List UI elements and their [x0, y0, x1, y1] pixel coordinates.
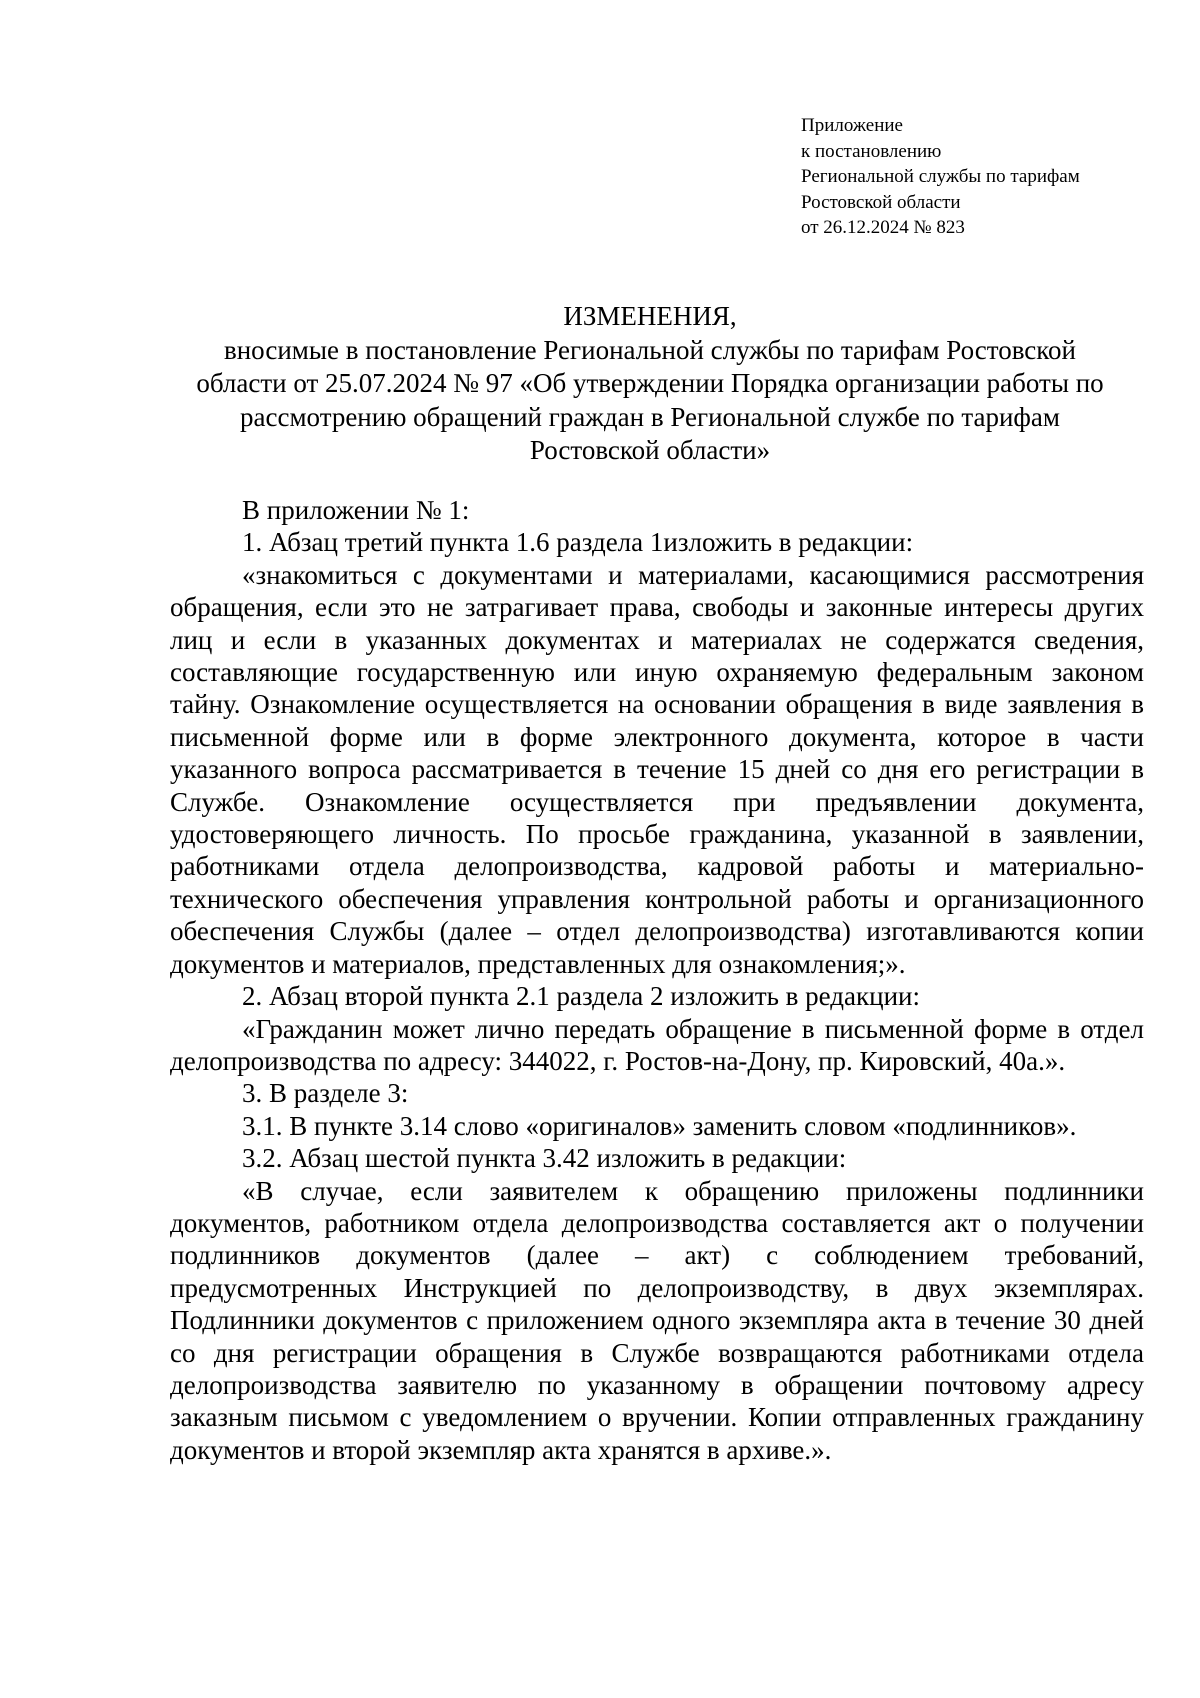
document-body: [170, 494, 1144, 1466]
document-title: [170, 300, 1130, 468]
body-paragraph: «В случае, если заявителем к обращению приложены подлинники документов, работником отдела делопроизводства составляется акт о получении подлинников документов (далее – акт) с соблюдением требований, предусмотренных Инструкцией по делопроизводству, в двух экземплярах. Подлинники документов с приложением одного экземпляра акта в течение 30 дней со дня регистрации обращения в Службе возвращаются работниками отдела делопроизводства заявителю по указанному в обращении почтовому адресу заказным письмом с уведомлением о вручении. Копии отправленных гражданину документов и второй экземпляр акта хранятся в архиве.».: [170, 1175, 1144, 1465]
body-paragraph: В приложении № 1:: [242, 495, 470, 525]
approval-line: к постановлению: [801, 140, 942, 162]
body-paragraph: 3.1. В пункте 3.14 слово «оригиналов» заменить словом «подлинников».: [242, 1110, 1077, 1141]
body-paragraph: 3.2. Абзац шестой пункта 3.42 изложить в редакции:: [242, 1143, 847, 1174]
body-paragraph: «Гражданин может лично передать обращение в письменной форме в отдел делопроизводства по адресу: 344022, г. Ростов-на-Дону, пр. Кировский, 40а.».: [170, 1013, 1144, 1076]
body-paragraph: «знакомиться с документами и материалами, касающимися рассмотрения обращения, если это не затрагивает права, свободы и законные интересы других лиц и если в указанных документах и материалах не содержатся сведения, составляющие государственную или иную охраняемую федеральным законом тайну. Ознакомление осуществляется на основании обращения в виде заявления в письменной форме или в форме электронного документа, которое в части указанного вопроса рассматривается в течение 15 дней со дня его регистрации в Службе. Ознакомление осуществляется при предъявлении документа, удостоверяющего личность. По просьбе гражданина, указанной в заявлении, работниками отдела делопроизводства, кадровой работы и материально-технического обеспечения управления контрольной работы и организационного обеспечения Службы (далее – отдел делопроизводства) изготавливаются копии документов и материалов, представленных для ознакомления;».: [170, 559, 1144, 979]
title-line: Ростовской области»: [529, 435, 771, 465]
body-paragraph: 2. Абзац второй пункта 2.1 раздела 2 изложить в редакции:: [242, 981, 920, 1012]
title-line: области от 25.07.2024 № 97 «Об утверждении Порядка организации работы по: [196, 368, 1104, 398]
body-paragraph: 1. Абзац третий пункта 1.6 раздела 1изложить в редакции:: [242, 527, 914, 558]
approval-line: Ростовской области: [801, 191, 961, 213]
title-line: вносимые в постановление Региональной службы по тарифам Ростовской: [223, 334, 1076, 365]
approval-date-number: от 26.12.2024 № 823: [801, 217, 965, 238]
approval-line: Региональной службы по тарифам: [801, 166, 1080, 187]
approval-stamp: [801, 113, 1161, 241]
body-paragraph: 3. В разделе 3:: [242, 1078, 409, 1109]
title-heading: ИЗМЕНЕНИЯ,: [563, 301, 737, 331]
title-line: рассмотрению обращений граждан в Региональной службе по тарифам: [240, 401, 1060, 432]
approval-line: Приложение: [801, 115, 903, 136]
